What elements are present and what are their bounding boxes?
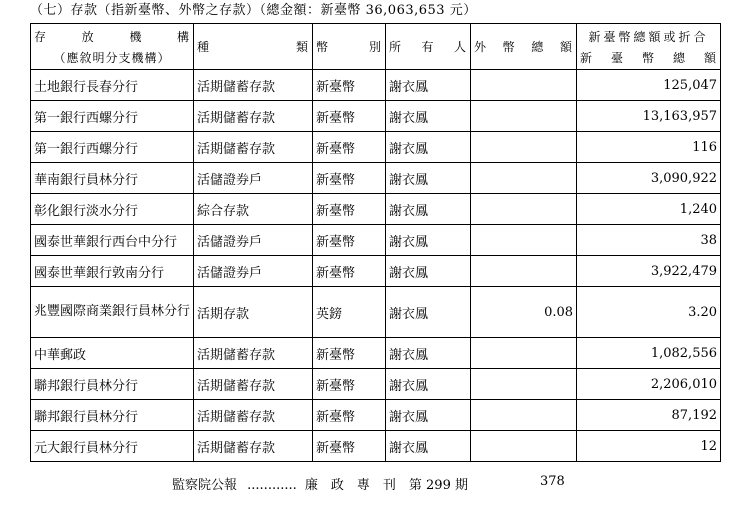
table-row	[31, 369, 721, 400]
cell-owner: 謝衣鳳	[386, 256, 471, 287]
cell-currency: 新臺幣	[313, 132, 386, 163]
page-footer	[172, 474, 565, 493]
cell-owner: 謝衣鳳	[386, 400, 471, 431]
deposits-table	[30, 23, 721, 462]
cell-institution: 第一銀行西螺分行	[31, 101, 194, 132]
header-foreign-total	[471, 24, 577, 70]
header-char: 人	[453, 40, 467, 54]
table-row	[31, 194, 721, 225]
cell-foreign-total	[471, 163, 577, 194]
cell-currency: 新臺幣	[313, 194, 386, 225]
header-char: 幣	[316, 40, 330, 54]
cell-currency: 新臺幣	[313, 400, 386, 431]
header-char: 外	[474, 40, 488, 54]
cell-type: 綜合存款	[194, 194, 313, 225]
header-char: 放	[81, 29, 95, 44]
cell-institution: 第一銀行西螺分行	[31, 132, 194, 163]
cell-institution: 中華郵政	[31, 338, 194, 369]
cell-ntd-total: 1,082,556	[577, 338, 721, 369]
cell-owner: 謝衣鳳	[386, 194, 471, 225]
cell-owner: 謝衣鳳	[386, 70, 471, 101]
table-row	[31, 431, 721, 462]
cell-owner: 謝衣鳳	[386, 163, 471, 194]
cell-type: 活儲證券戶	[194, 256, 313, 287]
cell-institution: 土地銀行長春分行	[31, 70, 194, 101]
cell-foreign-total	[471, 400, 577, 431]
table-row	[31, 70, 721, 101]
cell-currency: 新臺幣	[313, 70, 386, 101]
cell-ntd-total: 13,163,957	[577, 101, 721, 132]
cell-owner: 謝衣鳳	[386, 431, 471, 462]
cell-currency: 新臺幣	[313, 163, 386, 194]
header-char: 新	[580, 50, 594, 65]
header-char: 總	[531, 40, 545, 54]
cell-owner: 謝衣鳳	[386, 225, 471, 256]
cell-ntd-total: 12	[577, 431, 721, 462]
cell-currency: 新臺幣	[313, 256, 386, 287]
table-row	[31, 132, 721, 163]
header-char: 總	[672, 50, 686, 65]
cell-institution: 國泰世華銀行敦南分行	[31, 256, 194, 287]
cell-type: 活期儲蓄存款	[194, 431, 313, 462]
cell-ntd-total: 2,206,010	[577, 369, 721, 400]
cell-institution: 聯邦銀行員林分行	[31, 369, 194, 400]
cell-foreign-total	[471, 132, 577, 163]
header-char: 有	[421, 40, 435, 54]
cell-foreign-total	[471, 256, 577, 287]
cell-currency: 英鎊	[313, 287, 386, 338]
cell-ntd-total: 116	[577, 132, 721, 163]
cell-institution: 元大銀行員林分行	[31, 431, 194, 462]
cell-currency: 新臺幣	[313, 338, 386, 369]
header-char: 構	[176, 29, 190, 44]
footer-journal: 廉 政 專 刊 第 299 期	[304, 478, 468, 493]
header-currency	[313, 24, 386, 70]
footer-publisher: 監察院公報	[172, 478, 238, 493]
header-row	[31, 24, 721, 70]
cell-ntd-total: 1,240	[577, 194, 721, 225]
cell-currency: 新臺幣	[313, 225, 386, 256]
header-ntd-total	[577, 24, 721, 70]
header-char: 類	[296, 40, 310, 54]
cell-owner: 謝衣鳳	[386, 132, 471, 163]
cell-ntd-total: 3,922,479	[577, 256, 721, 287]
cell-foreign-total	[471, 369, 577, 400]
cell-institution: 兆豐國際商業銀行員林分行	[31, 287, 194, 338]
cell-owner: 謝衣鳳	[386, 338, 471, 369]
footer-dots: ............	[247, 478, 297, 493]
header-char: 存	[34, 29, 48, 44]
header-institution-sub: （應敘明分支機構）	[53, 50, 171, 65]
table-row	[31, 163, 721, 194]
header-char: 幣	[641, 50, 655, 65]
cell-currency: 新臺幣	[313, 369, 386, 400]
cell-foreign-total	[471, 431, 577, 462]
cell-type: 活期儲蓄存款	[194, 101, 313, 132]
cell-foreign-total	[471, 101, 577, 132]
cell-type: 活期儲蓄存款	[194, 132, 313, 163]
cell-type: 活期儲蓄存款	[194, 400, 313, 431]
table-row	[31, 338, 721, 369]
header-char: 額	[703, 50, 717, 65]
header-institution	[31, 24, 194, 70]
cell-ntd-total: 87,192	[577, 400, 721, 431]
header-char: 種	[197, 40, 211, 54]
header-char: 額	[559, 40, 573, 54]
cell-foreign-total	[471, 194, 577, 225]
cell-ntd-total: 3,090,922	[577, 163, 721, 194]
cell-type: 活儲證券戶	[194, 163, 313, 194]
cell-ntd-total: 125,047	[577, 70, 721, 101]
cell-currency: 新臺幣	[313, 431, 386, 462]
cell-institution: 國泰世華銀行西台中分行	[31, 225, 194, 256]
cell-type: 活期儲蓄存款	[194, 70, 313, 101]
header-char: 別	[369, 40, 383, 54]
header-char: 幣	[502, 40, 516, 54]
table-row	[31, 400, 721, 431]
section-title: （七）存款（指新臺幣、外幣之存款）（總金額：新臺幣 36,063,653 元）	[30, 3, 477, 18]
table-row	[31, 101, 721, 132]
header-owner	[386, 24, 471, 70]
table-row	[31, 256, 721, 287]
header-ntd-line1: 新臺幣總額或折合	[588, 29, 709, 44]
header-char: 機	[129, 29, 143, 44]
header-char: 所	[389, 40, 403, 54]
cell-foreign-total	[471, 338, 577, 369]
cell-type: 活期儲蓄存款	[194, 338, 313, 369]
cell-foreign-total	[471, 70, 577, 101]
cell-owner: 謝衣鳳	[386, 369, 471, 400]
cell-owner: 謝衣鳳	[386, 101, 471, 132]
cell-ntd-total: 3.20	[577, 287, 721, 338]
cell-ntd-total: 38	[577, 225, 721, 256]
header-char: 臺	[611, 50, 625, 65]
cell-type: 活期儲蓄存款	[194, 369, 313, 400]
cell-foreign-total: 0.08	[471, 287, 577, 338]
cell-owner: 謝衣鳳	[386, 287, 471, 338]
table-row	[31, 287, 721, 338]
footer-page-number: 378	[540, 474, 565, 489]
cell-institution: 華南銀行員林分行	[31, 163, 194, 194]
cell-foreign-total	[471, 225, 577, 256]
header-type	[194, 24, 313, 70]
cell-institution: 彰化銀行淡水分行	[31, 194, 194, 225]
cell-type: 活期存款	[194, 287, 313, 338]
cell-institution: 聯邦銀行員林分行	[31, 400, 194, 431]
cell-currency: 新臺幣	[313, 101, 386, 132]
cell-type: 活儲證券戶	[194, 225, 313, 256]
table-row	[31, 225, 721, 256]
